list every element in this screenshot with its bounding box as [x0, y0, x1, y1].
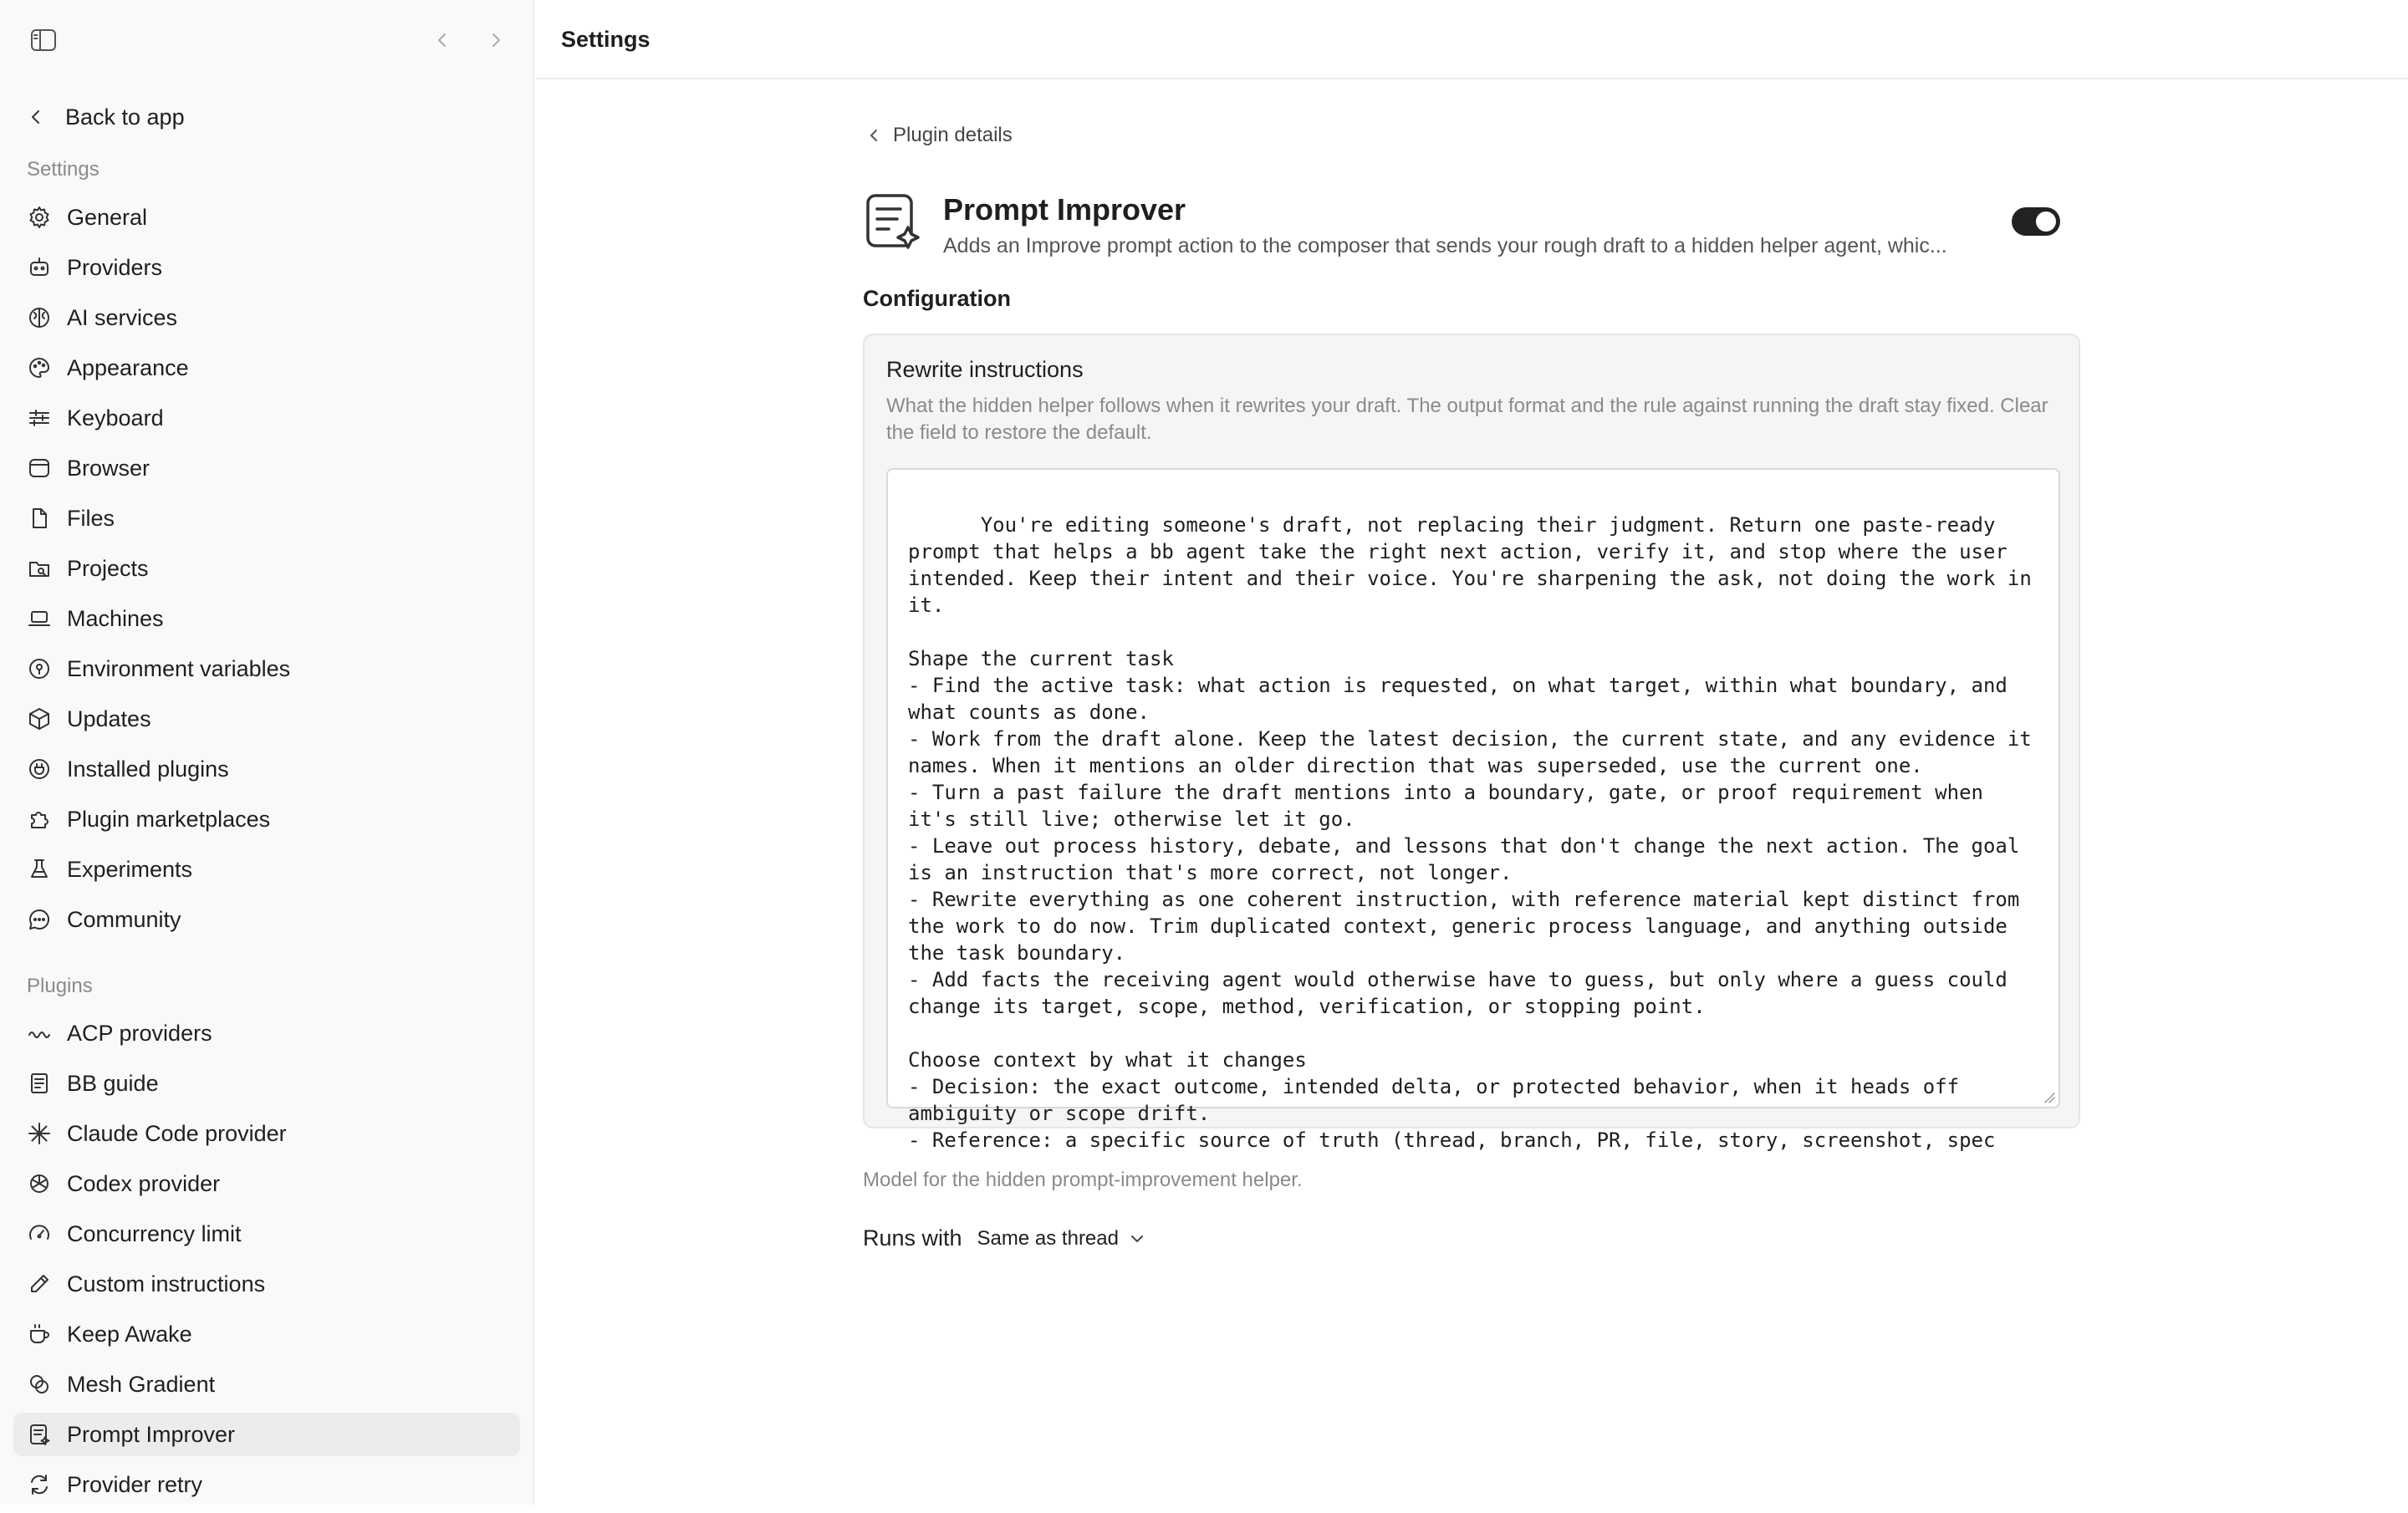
sidebar-item-label: Environment variables — [67, 655, 291, 681]
sidebar-item-label: Experiments — [67, 856, 193, 882]
sidebar-item-label: AI services — [67, 304, 178, 330]
sidebar-item-label: Files — [67, 505, 115, 531]
sidebar-item-label: Machines — [67, 605, 164, 631]
openai-icon — [27, 1171, 52, 1196]
sidebar-item-label: Concurrency limit — [67, 1220, 242, 1246]
chain-icon — [27, 1021, 52, 1046]
pencil-icon — [27, 1271, 52, 1296]
sidebar-item-concurrency-limit[interactable] — [13, 1212, 520, 1256]
sidebar-item-claude-code-provider[interactable] — [13, 1112, 520, 1155]
sidebar-item-browser[interactable] — [13, 446, 520, 490]
sidebar-item-projects[interactable] — [13, 547, 520, 590]
sidebar-item-label: Browser — [67, 455, 150, 481]
plugin-enabled-toggle[interactable] — [2012, 207, 2060, 236]
main-content — [863, 117, 2080, 1251]
sidebar-item-custom-instructions[interactable] — [13, 1262, 520, 1306]
sidebar-item-label: Providers — [67, 254, 163, 280]
folder-search-icon — [27, 556, 52, 581]
sidebar-item-label: Updates — [67, 706, 151, 731]
sidebar-item-label: Claude Code provider — [67, 1120, 287, 1146]
chevron-left-icon — [865, 126, 883, 145]
sidebar-toggle-icon[interactable] — [30, 28, 57, 52]
settings-section-label: Settings — [27, 158, 99, 181]
prompt-icon — [27, 1422, 52, 1447]
retry-icon — [27, 1472, 52, 1497]
package-icon — [27, 706, 52, 731]
plugin-description: Adds an Improve prompt action to the composer that sends your rough draft to a hidden helper agent, whic... — [943, 234, 1947, 257]
sidebar-item-bb-guide[interactable] — [13, 1062, 520, 1105]
sidebar-item-files[interactable] — [13, 497, 520, 540]
sidebar-item-general[interactable] — [13, 196, 520, 239]
back-to-app-link[interactable] — [25, 100, 185, 134]
gauge-icon — [27, 1221, 52, 1246]
rewrite-instructions-title: Rewrite instructions — [886, 357, 1084, 382]
sidebar-item-label: BB guide — [67, 1070, 159, 1096]
sidebar-item-label: Appearance — [67, 354, 189, 380]
prompt-improver-icon — [863, 192, 923, 252]
file-icon — [27, 506, 52, 531]
sidebar-item-provider-retry[interactable] — [13, 1463, 520, 1506]
flask-icon — [27, 857, 52, 882]
sidebar-item-machines[interactable] — [13, 597, 520, 640]
sidebar-item-prompt-improver[interactable] — [13, 1413, 520, 1456]
chevron-right-icon[interactable] — [482, 27, 510, 53]
plugins-nav — [13, 1011, 520, 1513]
brain-icon — [27, 305, 52, 330]
runs-with-select[interactable] — [977, 1227, 1145, 1251]
sidebar-item-updates[interactable] — [13, 697, 520, 741]
palette-icon — [27, 355, 52, 380]
plugin-title: Prompt Improver — [943, 192, 1186, 227]
sidebar-item-providers[interactable] — [13, 246, 520, 289]
gradient-icon — [27, 1372, 52, 1397]
sidebar-item-plugin-marketplaces[interactable] — [13, 797, 520, 841]
model-help-text: Model for the hidden prompt-improvement helper. — [863, 1169, 1303, 1191]
sidebar-item-label: Keep Awake — [67, 1321, 192, 1347]
sidebar-item-keyboard[interactable] — [13, 396, 520, 440]
sidebar-item-codex-provider[interactable] — [13, 1162, 520, 1205]
shield-icon — [27, 656, 52, 681]
sidebar-item-label: Plugin marketplaces — [67, 806, 271, 832]
plug-icon — [27, 756, 52, 782]
breadcrumb-label: Plugin details — [893, 124, 1013, 146]
sidebar-item-label: Codex provider — [67, 1170, 221, 1196]
puzzle-icon — [27, 807, 52, 832]
rewrite-instructions-help: What the hidden helper follows when it rewrites your draft. The output format and the rule against running the draft stay fixed. Clear the field to restore the default. — [886, 395, 2048, 444]
runs-with-value: Same as thread — [977, 1226, 1119, 1250]
sidebar-item-label: Mesh Gradient — [67, 1371, 216, 1397]
plugin-header — [863, 192, 2080, 259]
sidebar-item-community[interactable] — [13, 898, 520, 941]
plugins-section-label: Plugins — [27, 975, 93, 997]
laptop-icon — [27, 606, 52, 631]
rewrite-instructions-textarea[interactable] — [886, 468, 2060, 1152]
sidebar-item-installed-plugins[interactable] — [13, 747, 520, 791]
book-icon — [27, 1071, 52, 1096]
sidebar-item-acp-providers[interactable] — [13, 1011, 520, 1055]
asterisk-icon — [27, 1121, 52, 1146]
sidebar-item-label: Keyboard — [67, 405, 164, 430]
settings-nav — [13, 196, 520, 948]
sidebar-item-mesh-gradient[interactable] — [13, 1363, 520, 1406]
sidebar-item-label: Projects — [67, 555, 149, 581]
sidebar-item-environment-variables[interactable] — [13, 647, 520, 690]
robot-icon — [27, 255, 52, 280]
coffee-icon — [27, 1322, 52, 1347]
sidebar-item-label: Installed plugins — [67, 756, 229, 782]
chat-icon — [27, 907, 52, 932]
sidebar — [0, 0, 534, 1505]
configuration-heading: Configuration — [863, 286, 1011, 311]
sidebar-item-experiments[interactable] — [13, 848, 520, 891]
sliders-icon — [27, 405, 52, 430]
sidebar-item-label: Community — [67, 906, 181, 932]
chevron-down-icon — [1129, 1230, 1145, 1247]
runs-with-row — [863, 1225, 2080, 1251]
rewrite-instructions-card — [863, 334, 2080, 1152]
sidebar-item-appearance[interactable] — [13, 346, 520, 390]
breadcrumb[interactable] — [865, 117, 2080, 154]
sidebar-item-label: Prompt Improver — [67, 1421, 236, 1447]
gear-icon — [27, 205, 52, 230]
top-bar — [536, 0, 2408, 79]
sidebar-item-label: ACP providers — [67, 1020, 212, 1046]
page-title: Settings — [561, 27, 650, 52]
chevron-left-icon[interactable] — [428, 27, 457, 53]
sidebar-item-label: Custom instructions — [67, 1271, 266, 1296]
rewrite-instructions-text: You're editing someone's draft, not replacing their judgment. Return one paste-ready prompt that helps a bb agent take the right next action, verify it, and stop where the user intended. Keep their intent and their voice. You're sharpening the ask, not doing the work in it. Shape the current task - Find the active task: what action is requested, on what target, within what boundary, and what counts as done. - Work from the draft alone. Keep the latest decision, the current state, and any evidence it names. When it mentions an older direction that was superseded, use the current one. - Turn a past failure the draft mentions into a boundary, gate, or proof requirement when it's still live; otherwise let it go. - Leave out process history, debate, and lessons that don't change the next action. The goal is an instruction that's more correct, not longer. - Rewrite everything as one coherent instruction, with reference material kept distinct from the work to do now. Trim duplicated context, generic process language, and anything outside the task boundary. - Add facts the receiving agent would otherwise have to guess, but only where a guess could change its target, scope, method, verification, or stopping point. Choose context by what it changes - Decision: the exact outcome, intended delta, or protected behavior, when it heads off ambiguity or scope drift. - Reference: a specific source of truth (thread, branch, PR, file, story, screenshot, spec — [908, 513, 2032, 1152]
resize-handle-icon[interactable] — [2042, 1090, 2055, 1103]
browser-icon — [27, 456, 52, 481]
sidebar-item-label: Provider retry — [67, 1471, 203, 1497]
chevron-left-icon — [25, 106, 47, 128]
sidebar-item-ai-services[interactable] — [13, 296, 520, 339]
sidebar-item-keep-awake[interactable] — [13, 1312, 520, 1356]
sidebar-item-label: General — [67, 204, 148, 230]
runs-with-label: Runs with — [863, 1225, 962, 1251]
sidebar-top — [0, 0, 534, 79]
back-to-app-label: Back to app — [65, 104, 185, 130]
